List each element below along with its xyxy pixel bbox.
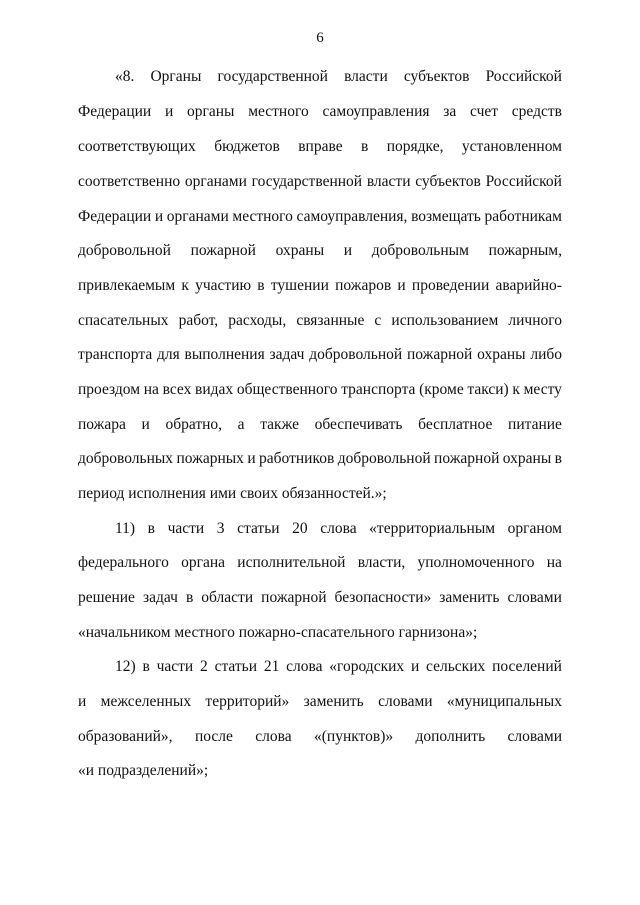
word: словами (378, 693, 433, 710)
word: добровольным (371, 242, 469, 259)
word: пожарным, (488, 242, 562, 259)
word: и (141, 416, 150, 433)
word: «городских (329, 658, 405, 675)
text-line (115, 68, 562, 86)
word: пожарной (190, 242, 256, 259)
word: работникам (484, 208, 562, 225)
word: государственной (217, 68, 328, 85)
word: вправе (298, 138, 343, 155)
word: безопасности» (334, 589, 432, 606)
word: пожарной (406, 346, 473, 363)
word: за (443, 103, 457, 120)
word: привлекаемым (78, 277, 176, 294)
word: пожарных (176, 450, 244, 467)
text-line (78, 346, 562, 364)
word: самоуправления, (296, 208, 408, 225)
word: видах (195, 381, 234, 398)
word: 3 (216, 520, 225, 537)
word: государственной (251, 173, 363, 190)
word: обратно, (165, 416, 223, 433)
word: дополнить (415, 728, 486, 745)
text-line (78, 485, 562, 503)
word: с (374, 312, 382, 329)
word: на (546, 554, 562, 571)
word: слова (320, 520, 357, 537)
text-line-content: «начальником местного пожарно-спасательного гарнизона»; (78, 624, 478, 641)
text-line (78, 693, 562, 711)
word: органами (184, 173, 247, 190)
word: бесплатное (418, 416, 493, 433)
word: выполнения (184, 346, 265, 363)
word: и (154, 208, 164, 225)
word: в (554, 450, 562, 467)
word: охраны (275, 242, 325, 259)
text-line (78, 103, 562, 121)
word: охраны (477, 346, 526, 363)
word: территорий» (205, 693, 290, 710)
word: бюджетов (214, 138, 280, 155)
text-line (78, 728, 562, 746)
word: транспорта (341, 381, 416, 398)
word: либо (530, 346, 562, 363)
word: субъектов (403, 68, 470, 85)
word: местного (248, 103, 309, 120)
word: «территориальным (369, 520, 496, 537)
word: образований», (78, 728, 173, 745)
word: и (410, 658, 420, 675)
word: статьи (237, 520, 280, 537)
word: к (181, 277, 189, 294)
word: спасательных (78, 312, 169, 329)
word: 21 (263, 658, 280, 675)
word: части (156, 658, 194, 675)
word: задач (142, 589, 178, 606)
text-line-content: «и подразделений»; (78, 762, 209, 779)
word: Органы (150, 68, 202, 85)
word: заменить (303, 693, 364, 710)
word: добровольной (337, 450, 431, 467)
word: такси) (467, 381, 509, 398)
word: власти, (357, 554, 406, 571)
word: добровольной (309, 346, 403, 363)
word: расходы, (228, 312, 287, 329)
word: работников (259, 450, 335, 467)
word: также (260, 416, 299, 433)
text-line (78, 762, 562, 780)
word: средств (511, 103, 562, 120)
text-line (78, 312, 562, 330)
word: органа (181, 554, 226, 571)
word: субъектов (415, 173, 481, 190)
page-number: 6 (316, 30, 324, 46)
word: органами (166, 208, 229, 225)
word: личного (508, 312, 562, 329)
word: уполномоченного (417, 554, 535, 571)
word: самоуправления (322, 103, 430, 120)
word: части (167, 520, 205, 537)
text-line (78, 589, 562, 607)
word: пожара (78, 416, 126, 433)
word: после (194, 728, 233, 745)
word: возмещать (411, 208, 481, 225)
word: власти (344, 68, 388, 85)
text-line (78, 554, 562, 572)
word: охраны (502, 450, 552, 467)
text-line (78, 173, 562, 191)
word: соответственно (78, 173, 181, 190)
word: участию (195, 277, 252, 294)
word: питание (508, 416, 562, 433)
word: общественного (236, 381, 338, 398)
word: 20 (292, 520, 308, 537)
word: (кроме (419, 381, 464, 398)
word: власти (366, 173, 411, 190)
word: транспорта (78, 346, 153, 363)
word: местного (232, 208, 293, 225)
word: «муниципальных (446, 693, 562, 710)
text-line (78, 208, 562, 226)
word: месту (523, 381, 562, 398)
word: связанные (296, 312, 365, 329)
text-line (78, 381, 562, 399)
word: в (257, 277, 265, 294)
word: «8. (115, 68, 135, 85)
text-line (78, 624, 562, 642)
word: установленном (461, 138, 562, 155)
word: задач (269, 346, 305, 363)
text-line (115, 520, 562, 538)
word: Федерации (78, 103, 152, 120)
word: исполнительной (237, 554, 346, 571)
word: слова (286, 658, 323, 675)
word: 2 (200, 658, 208, 675)
word: словами (507, 728, 562, 745)
text-line (78, 277, 562, 295)
word: использованием (391, 312, 499, 329)
word: на (143, 381, 159, 398)
word: тушении (270, 277, 329, 294)
word: добровольных (78, 450, 174, 467)
word: соответствующих (78, 138, 196, 155)
word: проездом (78, 381, 141, 398)
word: Российской (485, 68, 562, 85)
word: поселений (492, 658, 562, 675)
word: счет (470, 103, 499, 120)
word: для (156, 346, 180, 363)
word: «(пунктов)» (313, 728, 394, 745)
word: органы (187, 103, 235, 120)
word: в (361, 138, 369, 155)
word: сельских (426, 658, 486, 675)
word: проведении (411, 277, 490, 294)
word: заменить (439, 589, 500, 606)
word: решение (78, 589, 135, 606)
word: и (343, 242, 353, 259)
word: 11) (115, 520, 136, 537)
word: межселенных (100, 693, 192, 710)
word: и (78, 693, 87, 710)
word: порядке, (386, 138, 444, 155)
word: пожаров (335, 277, 392, 294)
word: статьи (214, 658, 258, 675)
word: обеспечивать (314, 416, 403, 433)
word: в (142, 658, 150, 675)
word: и (164, 103, 174, 120)
text-line (78, 242, 562, 260)
word: Федерации (78, 208, 152, 225)
word: слова (255, 728, 292, 745)
word: а (237, 416, 245, 433)
text-line-content: период исполнения ими своих обязанностей.»; (78, 485, 387, 502)
word: 12) (115, 658, 136, 675)
word: пожарной (434, 450, 500, 467)
word: добровольной (78, 242, 171, 259)
word: словами (507, 589, 562, 606)
word: органом (507, 520, 562, 537)
text-line (115, 658, 562, 676)
word: и (397, 277, 406, 294)
text-line (78, 450, 562, 468)
word: к (512, 381, 520, 398)
word: в (147, 520, 155, 537)
text-line (78, 138, 562, 156)
word: Российской (485, 173, 562, 190)
word: работ, (178, 312, 219, 329)
word: всех (162, 381, 192, 398)
word: в (185, 589, 194, 606)
word: области (201, 589, 254, 606)
word: и (247, 450, 256, 467)
word: пожарной (261, 589, 327, 606)
text-line (78, 416, 562, 434)
word: федерального (78, 554, 169, 571)
word: аварийно- (495, 277, 562, 294)
